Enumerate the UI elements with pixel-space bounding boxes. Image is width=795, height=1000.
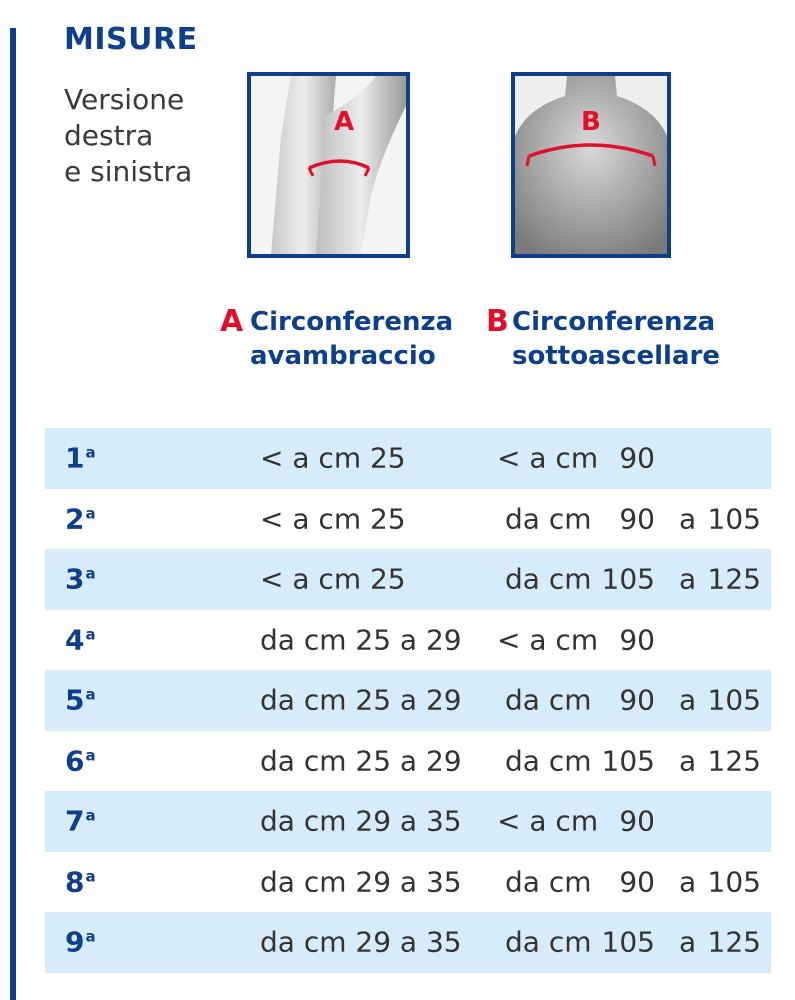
back-illustration — [515, 76, 667, 254]
table-row — [45, 852, 771, 913]
table-row — [45, 670, 771, 731]
underarm-value: 90 — [619, 804, 655, 838]
underarm-prefix: < a cm — [497, 804, 599, 838]
underarm-value: 90 — [619, 865, 655, 899]
underarm-sep: a — [679, 744, 697, 778]
underarm-prefix: da cm — [505, 865, 592, 899]
table-row — [45, 731, 771, 792]
table-row — [45, 791, 771, 852]
underarm-prefix: da cm — [505, 925, 592, 959]
legend-letter-a: A — [220, 304, 244, 339]
underarm-to: 125 — [707, 562, 761, 596]
size-number: 2$^a$ — [65, 502, 96, 536]
figure-a-label: A — [334, 107, 355, 137]
underarm-prefix: < a cm — [497, 623, 599, 657]
subtitle-line: destra — [64, 119, 154, 152]
table-row — [45, 489, 771, 550]
table-row — [45, 428, 771, 489]
underarm-to: 125 — [707, 744, 761, 778]
forearm-range: da cm 25 a 29 — [260, 623, 462, 657]
underarm-value: 105 — [601, 925, 655, 959]
underarm-value: 90 — [619, 623, 655, 657]
figure-b-label: B — [581, 107, 601, 137]
size-number: 5$^a$ — [65, 683, 96, 717]
legend-a-line2: avambraccio — [250, 341, 436, 371]
underarm-to: 105 — [707, 502, 761, 536]
forearm-range: da cm 29 a 35 — [260, 865, 462, 899]
size-number: 1$^a$ — [65, 441, 96, 475]
underarm-value: 105 — [601, 562, 655, 596]
legend-b-line2: sottoascellare — [512, 341, 720, 371]
subtitle-line: Versione — [64, 83, 185, 116]
size-number: 8$^a$ — [65, 865, 96, 899]
underarm-prefix: da cm — [505, 562, 592, 596]
forearm-range: < a cm 25 — [260, 562, 406, 596]
forearm-range: < a cm 25 — [260, 502, 406, 536]
size-number: 9$^a$ — [65, 925, 96, 959]
underarm-value: 90 — [619, 683, 655, 717]
forearm-photo — [247, 72, 410, 258]
forearm-range: da cm 29 a 35 — [260, 925, 462, 959]
underarm-value: 90 — [619, 441, 655, 475]
underarm-value: 105 — [601, 744, 655, 778]
size-number: 7$^a$ — [65, 804, 96, 838]
forearm-range: da cm 29 a 35 — [260, 804, 462, 838]
underarm-to: 105 — [707, 865, 761, 899]
underarm-sep: a — [679, 865, 697, 899]
subtitle — [64, 82, 192, 190]
forearm-illustration — [251, 76, 406, 254]
underarm-prefix: < a cm — [497, 441, 599, 475]
underarm-sep: a — [679, 502, 697, 536]
underarm-prefix: da cm — [505, 744, 592, 778]
size-number: 4$^a$ — [65, 623, 96, 657]
underarm-sep: a — [679, 683, 697, 717]
underarm-sep: a — [679, 562, 697, 596]
underarm-prefix: da cm — [505, 502, 592, 536]
table-row — [45, 610, 771, 671]
size-number: 3$^a$ — [65, 562, 96, 596]
forearm-range: < a cm 25 — [260, 441, 406, 475]
size-table — [45, 428, 771, 973]
back-photo — [511, 72, 671, 258]
left-accent-bar — [10, 28, 16, 1000]
legend-a-line1: Circonferenza — [250, 307, 454, 337]
legend-underarm — [486, 305, 720, 373]
forearm-range: da cm 25 a 29 — [260, 683, 462, 717]
legend-b-line1: Circonferenza — [512, 307, 716, 337]
size-number: 6$^a$ — [65, 744, 96, 778]
underarm-sep: a — [679, 925, 697, 959]
underarm-to: 125 — [707, 925, 761, 959]
table-row — [45, 912, 771, 973]
subtitle-line: e sinistra — [64, 155, 193, 188]
page-title: MISURE — [64, 22, 198, 57]
forearm-range: da cm 25 a 29 — [260, 744, 462, 778]
underarm-to: 105 — [707, 683, 761, 717]
legend-forearm — [220, 305, 453, 373]
underarm-prefix: da cm — [505, 683, 592, 717]
table-row — [45, 549, 771, 610]
underarm-value: 90 — [619, 502, 655, 536]
legend-letter-b: B — [486, 304, 509, 339]
